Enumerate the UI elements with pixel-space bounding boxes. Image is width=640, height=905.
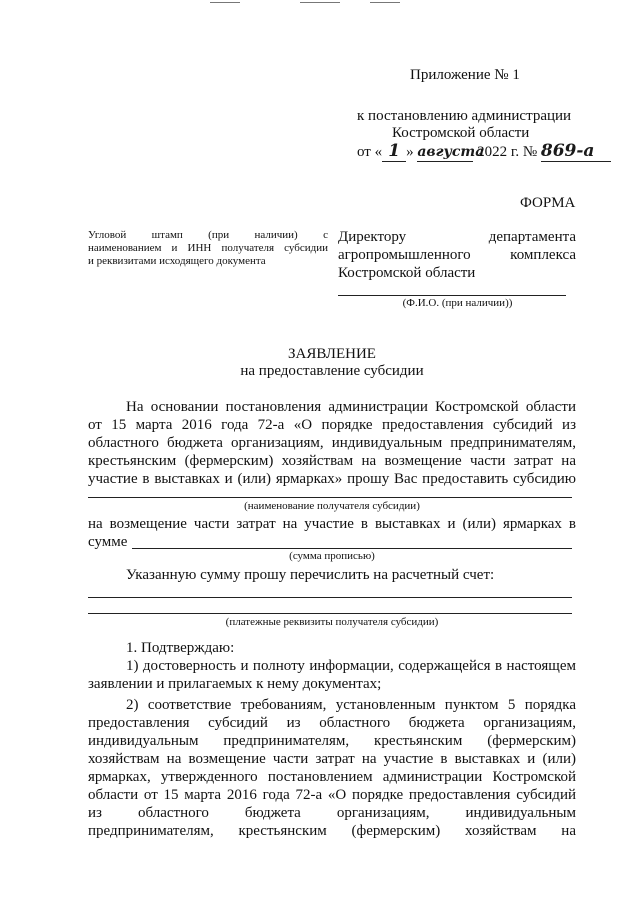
form-label: ФОРМА <box>520 195 576 211</box>
intro-line: от 15 марта 2016 года 72-а «О порядке предоставления субсидий из <box>88 417 576 433</box>
addressee-fio-rule <box>338 295 566 296</box>
appendix-ref-line2: Костромской области <box>392 125 530 141</box>
intro-line: На основании постановления администрации Костромской области <box>126 399 576 415</box>
scan-mark <box>300 2 340 3</box>
transfer-line: Указанную сумму прошу перечислить на расчетный счет: <box>126 567 495 583</box>
sum-field-line[interactable] <box>132 548 572 549</box>
date-year: 2022 г. № <box>477 144 538 160</box>
date-day-field <box>382 142 406 162</box>
addressee-fio-caption: (Ф.И.О. (при наличии)) <box>402 297 513 309</box>
confirm-item2-line: индивидуальным предпринимателям, крестьянским (фермерским) <box>88 733 576 749</box>
doc-number-field <box>541 142 611 162</box>
date-prefix: от « <box>357 144 383 160</box>
confirm-item2-line: предоставления субсидий из областного бюджета организациям, <box>88 715 576 731</box>
confirm-item2-line: ярмарках, утвержденного постановлением администрации Костромской <box>88 769 576 785</box>
scan-mark <box>370 2 400 3</box>
date-month: августа <box>417 144 485 160</box>
confirm-item2-line: хозяйствам на возмещение части затрат на участие в выставках и (или) <box>88 751 576 767</box>
appendix-ref-line1: к постановлению администрации <box>357 108 572 124</box>
appendix-date-line <box>357 142 611 162</box>
stamp-note-line3: и реквизитами исходящего документа <box>88 255 266 267</box>
doc-number: 869-а <box>540 141 595 161</box>
purpose-line: на возмещение части затрат на участие в выставках и (или) ярмарках в <box>88 516 576 532</box>
intro-line: крестьянским (фермерским) хозяйствам на возмещение части затрат на <box>88 453 576 469</box>
addressee-line3: Костромской области <box>338 265 476 281</box>
addressee-line2: агропромышленного комплекса <box>338 247 576 263</box>
stamp-note-line1: Угловой штамп (при наличии) с <box>88 229 328 241</box>
payment-field-line-1[interactable] <box>88 597 572 598</box>
scan-mark <box>210 2 240 3</box>
recipient-name-line[interactable] <box>88 497 572 498</box>
recipient-caption: (наименование получателя субсидии) <box>244 500 420 512</box>
payment-caption: (платежные реквизиты получателя субсидии) <box>225 616 439 628</box>
confirm-item1-line: заявлении и прилагаемых к нему документах; <box>88 676 382 692</box>
confirm-item2-line: области от 15 марта 2016 года 72-а «О порядке предоставления субсидий <box>88 787 576 803</box>
appendix-title: Приложение № 1 <box>410 67 520 83</box>
date-day: 1 <box>388 141 401 161</box>
date-mid: » <box>406 144 414 160</box>
intro-line: областного бюджета организациям, индивидуальным предпринимателям, <box>88 435 576 451</box>
intro-line: участие в выставках и (или) ярмарках» прошу Вас предоставить субсидию <box>88 471 576 487</box>
confirm-item2-line: предпринимателям, крестьянским (фермерским) хозяйствам на <box>88 823 576 839</box>
confirm-item1-line: 1) достоверность и полноту информации, содержащейся в настоящем <box>126 658 576 674</box>
heading-subtitle: на предоставление субсидии <box>240 363 424 379</box>
payment-field-line-2[interactable] <box>88 613 572 614</box>
stamp-note-line2: наименованием и ИНН получателя субсидии <box>88 242 328 254</box>
addressee-line1: Директору департамента <box>338 229 576 245</box>
amount-caption: (сумма прописью) <box>289 550 375 562</box>
confirm-item2-line: 2) соответствие требованиям, установленным пунктом 5 порядка <box>126 697 576 713</box>
confirm-item2-line: из областного бюджета организациям, индивидуальным <box>88 805 576 821</box>
confirm-heading: 1. Подтверждаю: <box>126 640 235 656</box>
heading-title: ЗАЯВЛЕНИЕ <box>288 346 376 362</box>
date-month-field <box>417 143 485 162</box>
sum-label: сумме <box>88 534 128 550</box>
